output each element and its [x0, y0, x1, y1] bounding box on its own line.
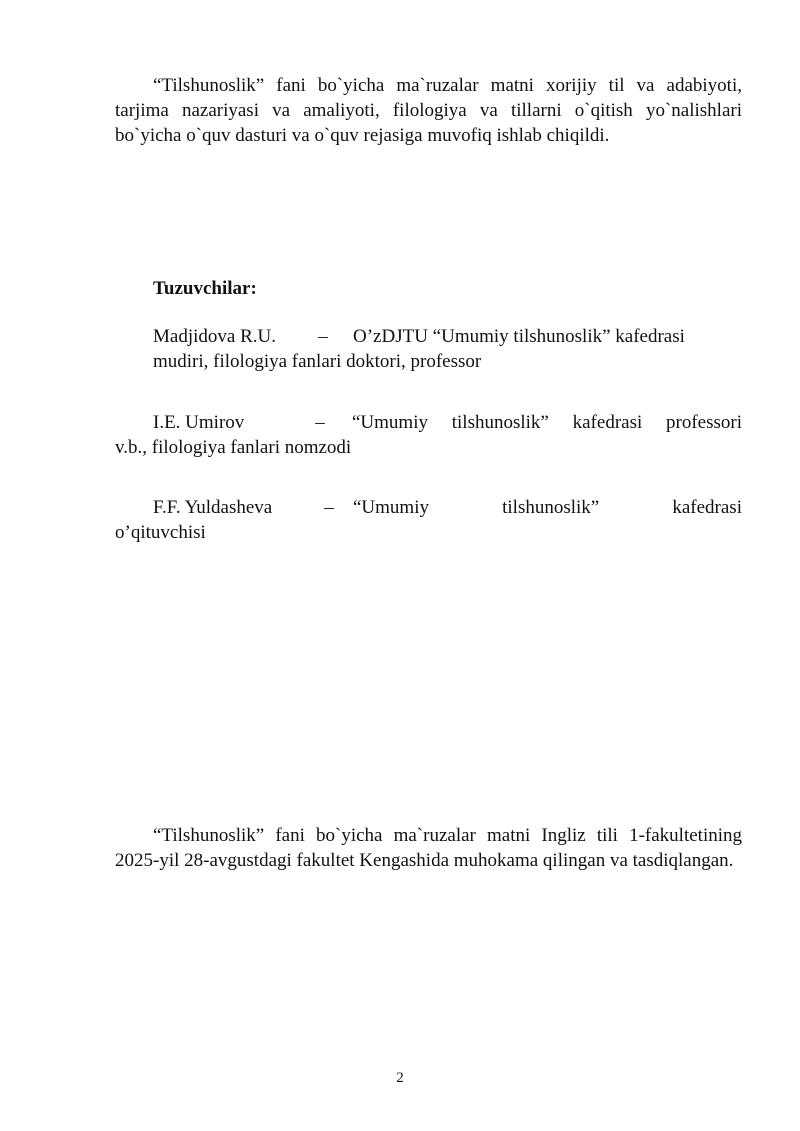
- author-role-word: kafedrasi: [572, 412, 643, 433]
- author-role-word: O’zDJTU “Umumiy tilshunoslik” kafedrasi: [353, 326, 685, 347]
- author-role-word: professori: [666, 412, 742, 433]
- author-dash: –: [315, 412, 325, 433]
- author-role-word: tilshunoslik”: [451, 412, 549, 433]
- author-entry-umirov: [115, 410, 742, 460]
- author-role-word: tilshunoslik”: [502, 497, 600, 518]
- author-name: I.E. Umirov: [153, 412, 245, 433]
- author-name: Madjidova R.U.: [153, 326, 276, 347]
- author-entry-madjidova: [115, 324, 742, 374]
- page-number: 2: [396, 1070, 404, 1086]
- author-role-word: kafedrasi: [672, 497, 742, 518]
- author-role-word: “Umumiy: [353, 497, 429, 518]
- author-role-continuation: o’qituvchisi: [115, 522, 206, 543]
- author-name: F.F. Yuldasheva: [153, 497, 273, 518]
- intro-paragraph: “Tilshunoslik” fani bo`yicha ma`ruzalar matni xorijiy til va adabiyoti, tarjima nazariyasi va amaliyoti, filologiya va tillarni o`qitish yo`nalishlari bo`yicha o`quv dasturi va o`quv rejasiga muvofiq ishlab chiqildi.: [115, 75, 742, 146]
- author-dash: –: [324, 497, 334, 518]
- authors-heading: Tuzuvchilar:: [153, 278, 257, 299]
- author-entry-yuldasheva: [115, 495, 742, 545]
- approval-paragraph: “Tilshunoslik” fani bo`yicha ma`ruzalar matni Ingliz tili 1-fakultetining 2025-yil 28-avgustdagi fakultet Kengashida muhokama qilingan va tasdiqlangan.: [115, 825, 742, 871]
- author-role-continuation: v.b., filologiya fanlari nomzodi: [115, 437, 352, 458]
- author-role-continuation: mudiri, filologiya fanlari doktori, professor: [153, 351, 482, 372]
- author-role-word: “Umumiy: [352, 412, 428, 433]
- author-dash: –: [318, 326, 328, 347]
